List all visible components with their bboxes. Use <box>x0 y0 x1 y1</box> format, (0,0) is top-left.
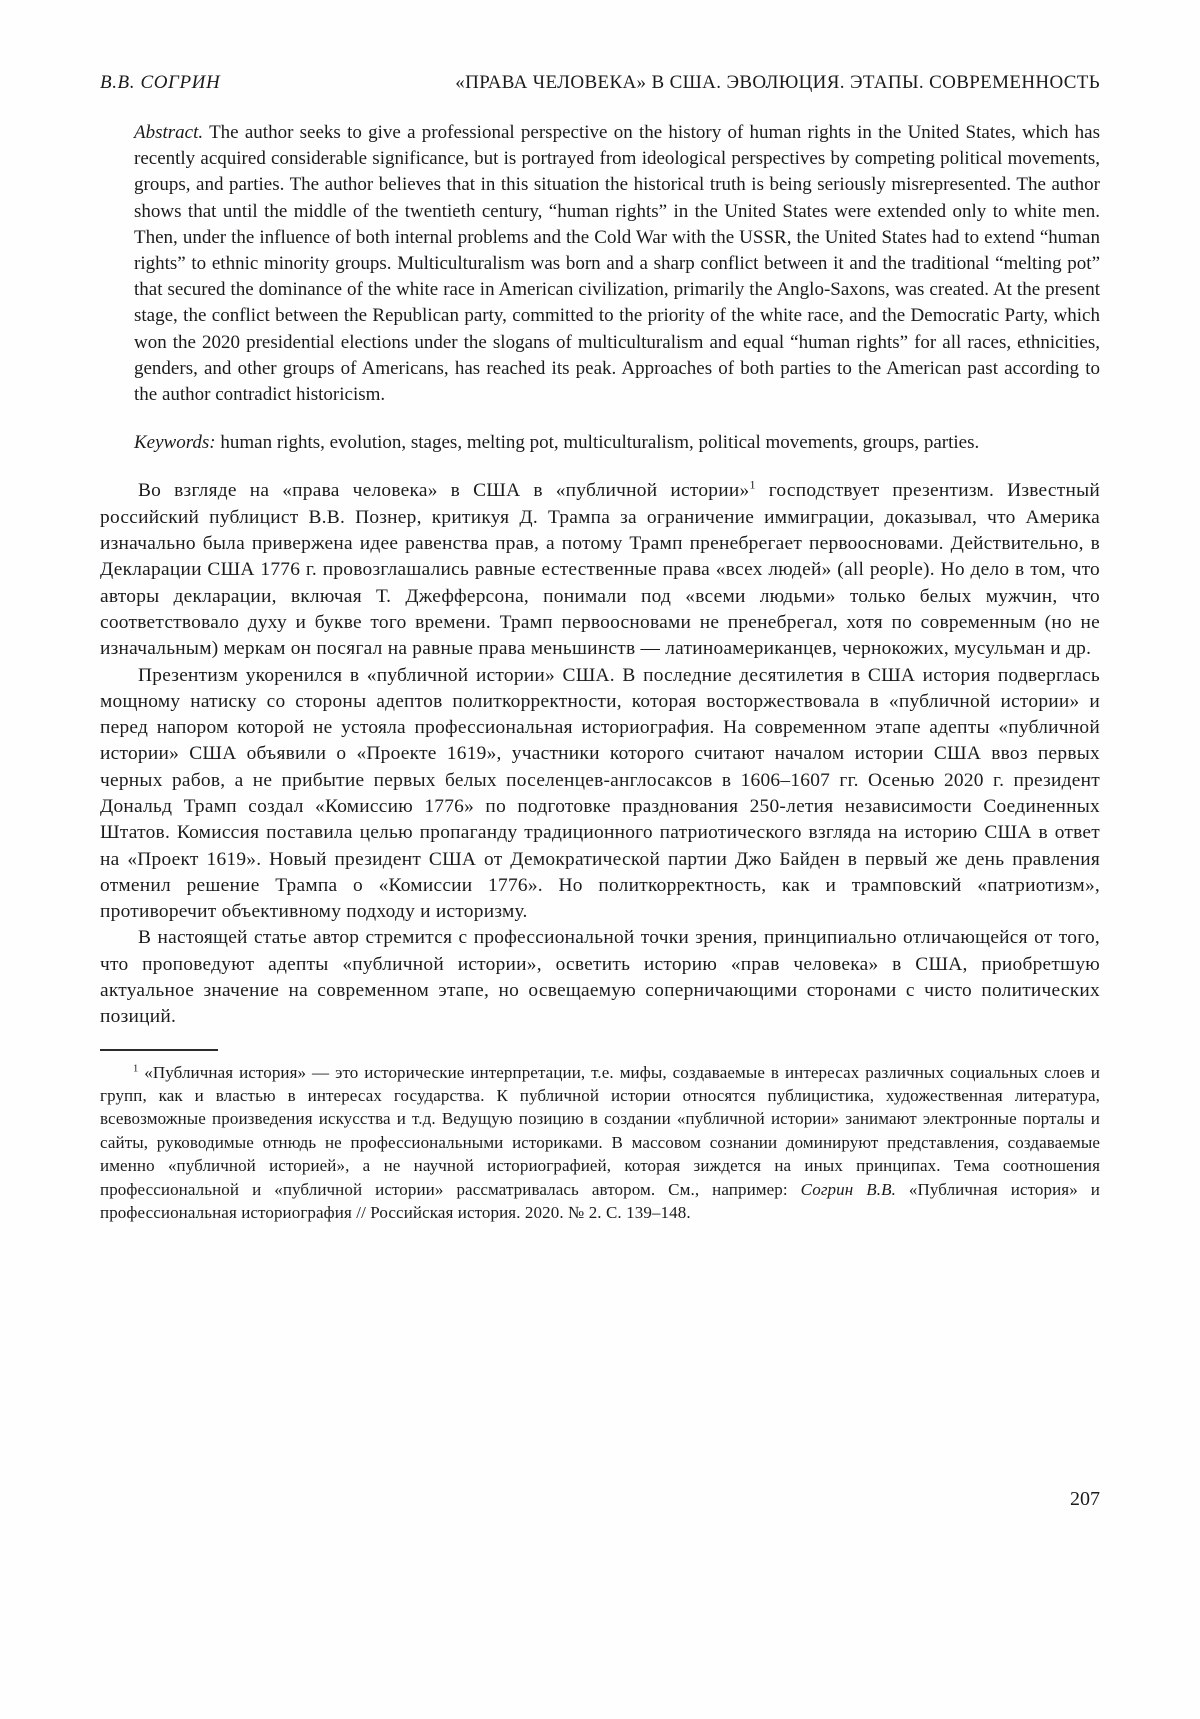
keywords-text: human rights, evolution, stages, melting pot, multiculturalism, political movements, groups, parties. <box>220 432 980 454</box>
footnote-cited-author: Согрин В.В. <box>800 1179 896 1199</box>
page-header <box>100 72 1100 94</box>
header-running-title: «ПРАВА ЧЕЛОВЕКА» В США. ЭВОЛЮЦИЯ. ЭТАПЫ. СОВРЕМЕННОСТЬ <box>455 72 1100 93</box>
body-paragraph-1 <box>100 478 1100 662</box>
keywords-paragraph <box>134 430 1100 456</box>
footnote-divider <box>100 1049 218 1051</box>
footnote-section <box>100 1061 1100 1225</box>
body-paragraph-1-text: Во взгляде на «права человека» в США в «публичной истории» <box>138 480 750 502</box>
abstract-text: The author seeks to give a professional perspective on the history of human rights in the United States, which has recently acquired considerable significance, but is portrayed from ideological perspectives by competing political movements, groups, and parties. The author believes that in this situation the historical truth is being seriously misrepresented. The author shows that until the middle of the twentieth century, “human rights” in the United States were extended only to white men. Then, under the influence of both internal problems and the Cold War with the USSR, the United States had to extend “human rights” to ethnic minority groups. Multiculturalism was born and a sharp conflict between it and the traditional “melting pot” that secured the dominance of the white race in American civilization, primarily the Anglo-Saxons, was created. At the present stage, the conflict between the Republican party, committed to the priority of the white race, and the Democratic Party, which won the 2020 presidential elections under the slogans of multiculturalism and equal “human rights” for all races, ethnicities, genders, and other groups of Americans, has reached its peak. Approaches of both parties to the American past according to the author contradict historicism. <box>134 122 1100 406</box>
article-body <box>100 478 1100 1030</box>
keywords-label: Keywords: <box>134 432 216 454</box>
abstract-section <box>134 120 1100 456</box>
body-paragraph-2: Презентизм укоренился в «публичной истории» США. В последние десятилетия в США история подверглась мощному натиску со стороны адептов политкорректности, которая восторжествовала в «публичной истории» и перед напором которой не устояла профессиональная историография. На современном этапе адепты «публичной истории» США объявили о «Проекте 1619», участники которого считают началом истории США ввоз первых черных рабов, а не прибытие первых белых поселенцев-англосаксов в 1606–1607 гг. Осенью 2020 г. президент Дональд Трамп создал «Комиссию 1776» по подготовке празднования 250-летия независимости Соединенных Штатов. Комиссия поставила целью пропаганду традиционного патриотического взгляда на историю США в ответ на «Проект 1619». Новый президент США от Демократической партии Джо Байден в первый же день правления отменил решение Трампа о «Комиссии 1776». Но политкорректность, как и трамповский «патриотизм», противоречит объективному подходу и историзму. <box>100 664 1100 923</box>
body-paragraph-1-text-cont: господствует презентизм. Известный российский публицист В.В. Познер, критикуя Д. Трампа за ограничение иммиграции, доказывал, что Америка изначально была привержена идее равенства прав, а потому Трамп пренебрегает первоосновами. Действительно, в Декларации США 1776 г. провозглашались равные естественные права «всех людей» (all people). Но дело в том, что авторы декларации, включая Т. Джефферсона, понимали под «всеми людьми» только белых мужчин, что соответствовало духу и букве того времени. Трамп первоосновами не пренебрегал, хотя по современным (но не изначальным) меркам он посягал на равные права меньшинств — латиноамериканцев, чернокожих, мусульман и др. <box>100 480 1101 660</box>
footnote-number: 1 <box>133 1063 139 1075</box>
header-author: В.В. СОГРИН <box>100 72 221 93</box>
abstract-paragraph <box>134 120 1100 408</box>
footnote-paragraph <box>100 1061 1100 1225</box>
footnote-text-cont: «Публичная история» и профессиональная историография // Российская история. 2020. № 2. С. 139–148. <box>100 1179 1100 1223</box>
body-paragraph-3: В настоящей статье автор стремится с профессиональной точки зрения, принципиально отличающейся от того, что проповедуют адепты «публичной истории», осветить историю «прав человека» в США, приобретшую актуальное значение на современном этапе, но освещаемую соперничающими сторонами с чисто политических позиций. <box>100 927 1100 1028</box>
abstract-label: Abstract. <box>134 122 204 143</box>
page-number: 207 <box>1070 1488 1100 1510</box>
footnote-text: «Публичная история» — это исторические интерпретации, т.е. мифы, создаваемые в интересах различных социальных слоев и групп, как и властью в интересах государства. К публичной истории относятся публицистика, художественная литература, всевозможные произведения искусства и т.д. Ведущую позицию в создании «публичной истории» занимают электронные порталы и сайты, руководимые отнюдь не профессиональными историками. В массовом сознании доминируют представления, создаваемые именно «публичной историей», а не научной историографией, которая зиждется на иных принципах. Тема соотношения профессиональной и «публичной истории» рассматривалась автором. См., например: <box>100 1062 1100 1199</box>
footnote-reference: 1 <box>749 477 756 492</box>
